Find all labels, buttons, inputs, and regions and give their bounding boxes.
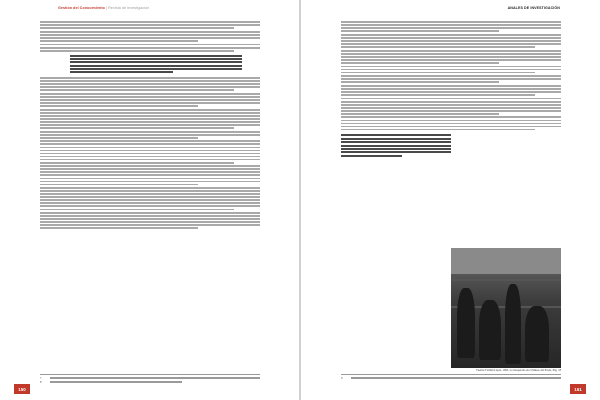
paragraph: [40, 165, 260, 185]
paragraph: [40, 131, 260, 139]
footnote-number: 7: [40, 376, 42, 380]
paragraph: [341, 116, 561, 130]
running-head-separator: |: [106, 6, 108, 10]
paragraph: [341, 34, 561, 48]
journal-subtitle: Revista de investigación: [108, 6, 150, 10]
paragraph: [341, 75, 561, 83]
journal-title: Gestión del Conocimiento: [58, 6, 105, 10]
paragraph: [40, 77, 260, 91]
figure-photo: [451, 248, 561, 368]
footnote: [40, 380, 260, 384]
paragraph: [40, 187, 260, 210]
paragraph: [341, 98, 561, 115]
footnote-text: [50, 381, 182, 383]
left-footnotes: [40, 374, 260, 384]
paragraph: [40, 31, 260, 42]
paragraph: [40, 212, 260, 229]
footnote-text: [351, 377, 561, 379]
footnote-text: [50, 377, 260, 379]
right-footnotes: [341, 374, 561, 380]
right-page: [301, 0, 600, 400]
paragraph: [40, 21, 260, 29]
right-body-text: [341, 20, 561, 161]
left-running-head: [58, 6, 149, 10]
footnote: [341, 376, 561, 380]
left-page: [0, 0, 299, 400]
footnote-number: 9: [341, 376, 343, 380]
right-running-head: ANALES DE INVESTIGACIÓN: [507, 6, 560, 10]
paragraph: [40, 140, 260, 163]
right-page-number: 151: [570, 384, 586, 394]
figure-caption: Fuente: Fermín López, 1995, Lo inesperado en el Museo del Prado, Pág. 18: [476, 369, 561, 372]
footnote-number: 8: [40, 380, 42, 384]
paragraph: [40, 93, 260, 107]
left-page-number: 150: [14, 384, 30, 394]
paragraph: [341, 50, 561, 64]
paragraph: [341, 66, 561, 74]
paragraph: [341, 21, 561, 32]
paragraph: [40, 44, 260, 52]
left-body-text: [40, 20, 260, 231]
pull-quote: [341, 134, 451, 156]
paragraph: [40, 109, 260, 129]
block-quote: [70, 55, 242, 74]
paragraph: [341, 85, 561, 96]
